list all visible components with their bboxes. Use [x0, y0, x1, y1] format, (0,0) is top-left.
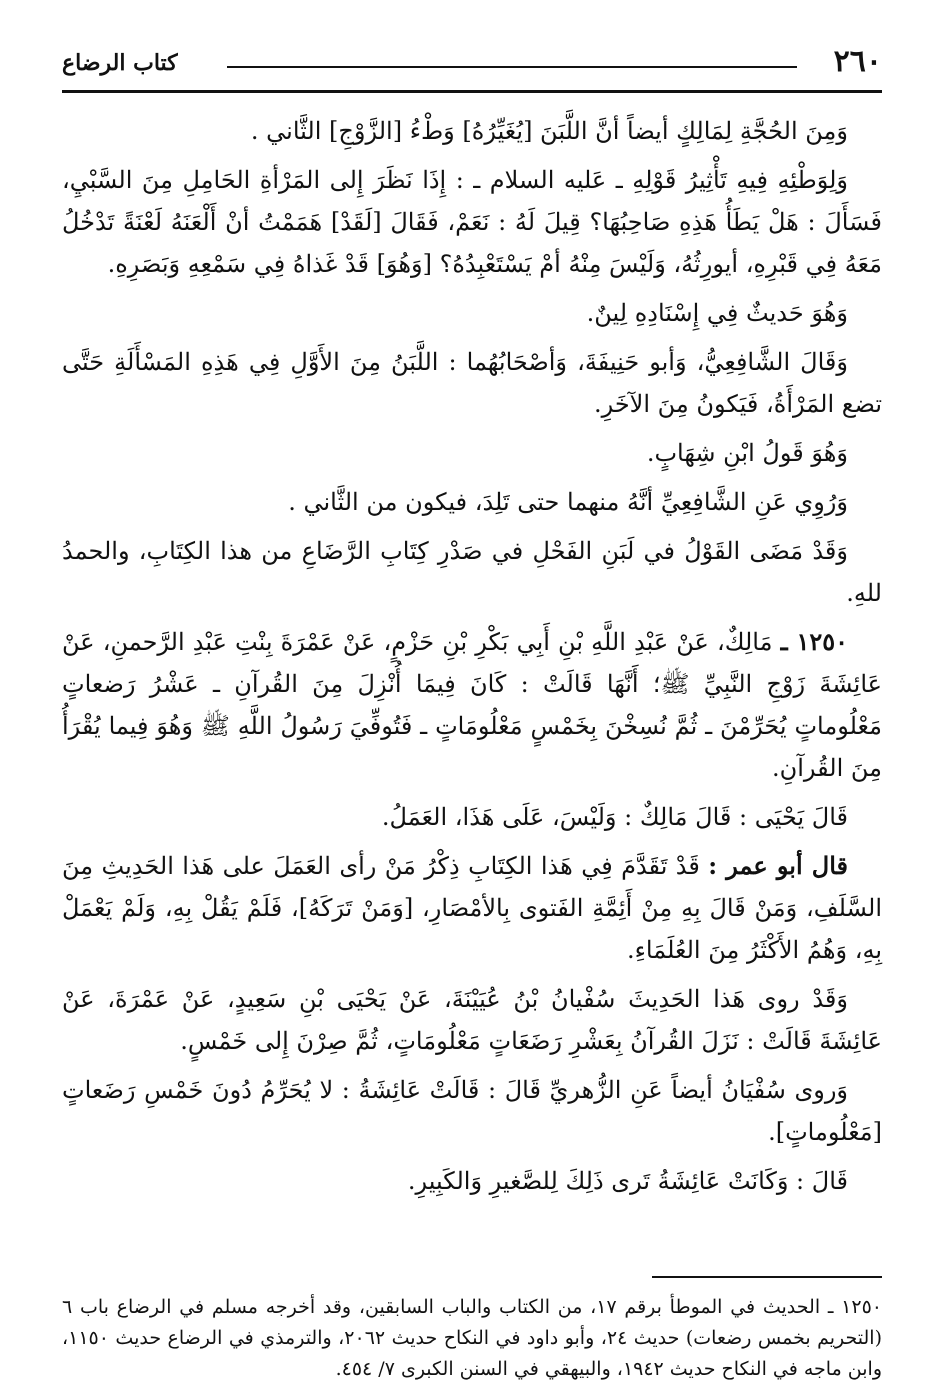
paragraph: قَالَ : وَكَانَتْ عَائِشَةُ تَرى ذَلِكَ لِلصَّغيرِ وَالكَبِيرِ. [407, 1167, 848, 1195]
footnote-divider [652, 1276, 882, 1278]
header-rule [227, 66, 797, 68]
paragraph: وَهُوَ قَولُ ابْنِ شِهَابٍ. [646, 439, 848, 467]
book-page [62, 40, 882, 1380]
paragraph: وَمِنَ الحُجَّةِ لِمَالِكٍ أيضاً أنَّ اللَّبَنَ [يُغَيِّرُهُ] وَطْءُ [الزَّوْجِ] الثَّاني . [250, 117, 848, 145]
paragraph: وَروى سُفْيَانُ أيضاً عَنِ الزُّهريِّ قَالَ : قَالَتْ عَائِشَةُ : لا يُحَرِّمُ دُونَ خَمْسِ رَضَعاتٍ [مَعْلُوماتٍ]. [62, 1076, 882, 1146]
page-number: ٢٦٠ [833, 44, 882, 79]
paragraph: وَقَدْ مَضَى القَوْلُ في لَبَنِ الفَحْلِ في صَدْرِ كِتَابِ الرَّضَاعِ من هذا الكِتَابِ، والحمدُ للهِ. [62, 537, 882, 607]
paragraph: وَرُوِي عَنِ الشَّافِعِيِّ أنَّهُ منهما حتى تَلِدَ، فيكون من الثَّاني . [288, 488, 848, 516]
paragraph: وَقَدْ روى هَذا الحَدِيثَ سُفْيانُ بْنُ عُيَيْنَةَ، عَنْ يَحْيَى بْنِ سَعِيدٍ، عَنْ عَمْرَةَ، عَنْ عَائِشَةَ قَالَتْ : نَزَلَ القُرآنُ بِعَشْرِ رَضَعَاتٍ مَعْلُومَاتٍ، ثُمَّ صِرْنَ إِلى خَمْسٍ. [62, 985, 882, 1055]
hadith-paragraph: ١٢٥٠ ـ مَالِكٌ، عَنْ عَبْدِ اللَّهِ بْنِ أَبِي بَكْرِ بْنِ حَزْمٍ، عَنْ عَمْرَةَ بِنْتِ عَبْدِ الرَّحمنِ، عَنْ عَائِشَةَ زَوْجِ النَّبِيِّ ﷺ؛ أَنَّهَا قَالَتْ : كَانَ فِيمَا أُنْزِلَ مِنَ القُرآنِ ـ عَشْرُ رَضعاتٍ مَعْلُوماتٍ يُحَرِّمْنَ ـ ثُمَّ نُسِخْنَ بِخَمْسٍ مَعْلُومَاتٍ ـ فَتُوفِّيَ رَسُولُ اللَّهِ ﷺ وَهُوَ فِيما يُقْرَأُ مِنَ القُرآنِ. [62, 627, 882, 782]
paragraph: وَقَالَ الشَّافِعِيُّ، وَأبو حَنِيفَةَ، وَأصْحَابُهُما : اللَّبَنُ مِنَ الأَوَّلِ فِي هَذِهِ المَسْأَلَةِ حَتَّى تضع المَرْأَةُ، فَيَكونُ مِنَ الآخَرِ. [62, 348, 882, 418]
commentator-label: قال أبو عمر : [708, 851, 848, 880]
paragraph: قَالَ يَحْيَى : قَالَ مَالِكٌ : وَلَيْسَ، عَلَى هَذَا، العَمَلُ. [381, 803, 848, 831]
paragraph: قال أبو عمر : قَدْ تَقَدَّمَ فِي هَذا الكِتَابِ ذِكْرُ مَنْ رأى العَمَلَ على هَذا الحَدِيثِ مِنَ السَّلَفِ، وَمَنْ قَالَ بِهِ مِنْ أَئِمَّةِ الفَتوى بِالأمْصَارِ، [وَمَنْ تَرَكَهُ]، فَلَمْ يَقُلْ بِهِ، وَلَمْ يَعْمَلْ بِهِ، وَهُمُ الأَكْثَرُ مِنَ العُلَمَاءِ. [62, 851, 882, 964]
running-title: كتاب الرضاع [62, 50, 178, 76]
page-header [62, 40, 882, 93]
paragraph: وَلِوَطْئِهِ فِيهِ تَأْثِيرُ قَوْلِهِ ـ عَليه السلام ـ : إِذَا نَظَرَ إِلى المَرْأةِ الحَامِلِ مِنَ السَّبْيِ، فَسَأَلَ : هَلْ يَطَأُ هَذِهِ صَاحِبُهَا؟ قِيلَ لَهُ : نَعَمْ، فَقَالَ [لَقَدْ] هَمَمْتُ أنْ أَلْعَنَهُ لَعْنَةً تَدْخُلُ مَعَهُ فِي قَبْرِهِ، أيورِثُهُ، وَلَيْسَ مِنْهُ أمْ يَسْتَعْبِدُهُ؟ [وَهُوَ] قَدْ غَذاهُ فِي سَمْعِهِ وَبَصَرِهِ. [62, 166, 882, 278]
footnote-text: ١٢٥٠ ـ الحديث في الموطأ برقم ١٧، من الكتاب والباب السابقين، وقد أخرجه مسلم في الرضاع باب ٦ (التحريم بخمس رضعات) حديث ٢٤، وأبو داود في النكاح حديث ٢٠٦٢، والترمذي في الرضاع حديث ١١٥٠، وابن ماجه في النكاح حديث ١٩٤٢، والبيهقي في السنن الكبرى ٧/ ٤٥٤. [62, 1296, 882, 1380]
page-body [62, 110, 882, 1209]
hadith-number: ١٢٥٠ ـ [780, 627, 849, 656]
paragraph: وَهُوَ حَديثٌ فِي إِسْنَادِهِ لِينٌ. [586, 299, 848, 327]
footnote [62, 1292, 882, 1385]
